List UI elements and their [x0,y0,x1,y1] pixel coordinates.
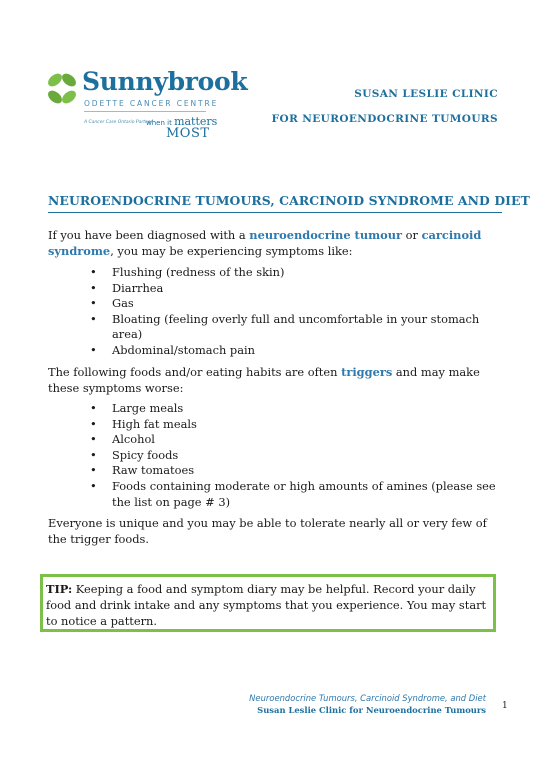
title-underline [48,212,502,213]
logo-subtitle: ODETTE CANCER CENTRE [84,99,219,108]
triggers-highlight: triggers [341,365,393,379]
sunnybrook-logo [44,67,248,142]
triggers-text-1: The following foods and/or eating habits are often [48,365,342,379]
tip-box [40,574,496,632]
clinic-name: SUSAN LESLIE CLINIC [354,88,498,100]
page-number: 1 [502,701,508,711]
symptom-list [90,265,500,359]
bullet-icon: • [90,432,97,447]
list-item: • Diarrhea [90,280,164,295]
trigger-list [90,401,500,510]
logo-name: Sunnybrook [82,67,248,96]
logo-slogan-last: MOST [166,126,210,141]
bullet-icon: • [90,463,97,478]
triggers-text-2: and may make these symptoms worse: [48,365,480,395]
bullet-icon: • [90,296,97,311]
bullet-icon: • [90,447,97,462]
intro-text-3: , you may be experiencing symptoms like: [110,244,353,258]
unique-paragraph: Everyone is unique and you may be able to tolerate nearly all or very few of the trigger foods. [48,516,487,546]
intro-paragraph [48,227,498,259]
intro-highlight-2: carcinoid syndrome [48,228,482,258]
clinic-subtitle: FOR NEUROENDOCRINE TUMOURS [271,113,498,125]
bullet-icon: • [90,265,97,279]
logo-slogan-big: matters [174,115,218,128]
list-item: • High fat meals [90,416,197,431]
logo-slogan-small: when it [146,119,172,127]
intro-highlight-1: neuroendocrine tumour [249,228,403,242]
page-title: NEUROENDOCRINE TUMOURS, CARCINOID SYNDROME AND DIET [48,193,530,208]
tip-label: TIP: [46,582,73,596]
leaf-logo-icon [44,70,80,110]
logo-partner: A Cancer Care Ontario Partner [84,120,153,125]
list-item: • Spicy foods [90,447,179,462]
list-item: • Abdominal/stomach pain [90,342,255,357]
triggers-paragraph [48,364,498,396]
list-item: • Alcohol [90,432,155,447]
bullet-icon: • [90,416,97,431]
tip-text: Keeping a food and symptom diary may be helpful. Record your daily food and drink intake and any symptoms that you experience. You may start to notice a pattern. [46,582,487,628]
bullet-icon: • [90,342,97,357]
intro-text-2: or [402,228,422,242]
list-item: • Raw tomatoes [90,463,195,478]
bullet-icon: • [90,401,97,415]
footer-clinic-name: Susan Leslie Clinic for Neuroendocrine Tumours [257,705,486,715]
list-item: • Bloating (feeling overly full and uncomfortable in your stomach area) [90,311,480,342]
bullet-icon: • [90,311,97,326]
bullet-icon: • [90,478,97,493]
list-item: • Large meals [90,401,184,415]
bullet-icon: • [90,280,97,295]
list-item: • Flushing (redness of the skin) [90,265,285,279]
logo-divider [84,111,206,112]
list-item: • Foods containing moderate or high amounts of amines (please see the list on page # 3) [90,478,496,509]
footer-document-title: Neuroendocrine Tumours, Carcinoid Syndrome, and Diet [249,693,486,703]
intro-text-1: If you have been diagnosed with a [48,228,250,242]
list-item: • Gas [90,296,134,311]
